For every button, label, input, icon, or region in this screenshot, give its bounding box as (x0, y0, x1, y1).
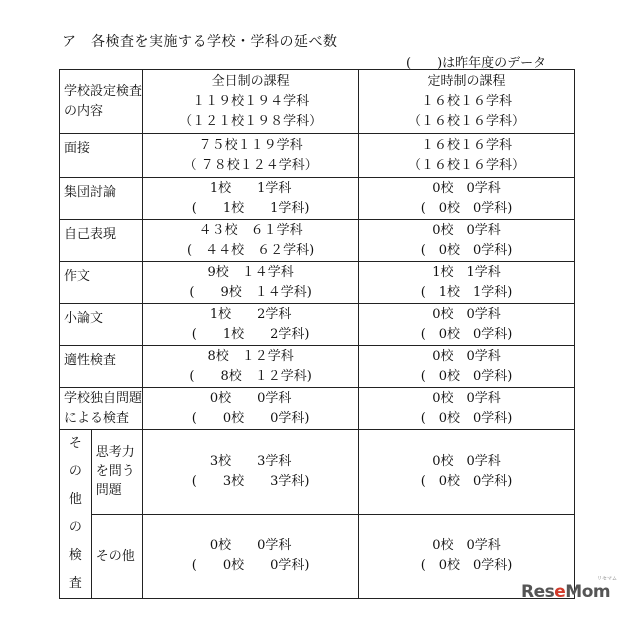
fulltime-cell (143, 262, 359, 304)
fulltime-value: 1校 1学科 (209, 180, 292, 196)
parttime-cell (359, 430, 575, 515)
parttime-value: １６校１６学科 (421, 137, 513, 153)
other-group-label (60, 430, 92, 599)
row-label: 思考力 を問う 問題 (91, 430, 142, 515)
fulltime-prev-value: ( 0校 0学科) (191, 558, 310, 574)
fulltime-prev-value: ( ４４校 ６２学科) (187, 242, 315, 258)
table-row (60, 220, 575, 262)
parttime-prev-value: ( 0校 0学科) (420, 410, 513, 426)
parttime-prev-value: ( 0校 0学科) (420, 242, 513, 258)
fulltime-header: 全日制の課程 (211, 73, 290, 89)
row-label: 集団討論 (60, 178, 143, 220)
parttime-cell (359, 304, 575, 346)
parttime-value: 0校 0学科 (432, 453, 501, 469)
fulltime-value: 3校 3学科 (209, 453, 292, 469)
parttime-value: 0校 0学科 (432, 390, 501, 406)
parttime-value: 0校 0学科 (432, 348, 501, 364)
table-row (60, 304, 575, 346)
parttime-prev-value: ( 0校 0学科) (420, 200, 513, 216)
parttime-prev-value: ( 0校 0学科) (420, 558, 513, 574)
fulltime-value: 9校 １４学科 (207, 264, 294, 280)
row-label: 自己表現 (60, 220, 143, 262)
parttime-cell (359, 388, 575, 430)
fulltime-cell (143, 514, 359, 599)
parttime-value: 1校 1学科 (432, 264, 501, 280)
table-row (60, 430, 575, 515)
fulltime-header-cell (143, 70, 359, 134)
row-label: 小論文 (60, 304, 143, 346)
fulltime-total-prev: （１２１校１９８学科） (179, 113, 323, 129)
parttime-prev-value: （１６校１６学科） (408, 157, 526, 173)
fulltime-prev-value: ( 1校 2学科) (191, 326, 310, 342)
row-label: 面接 (60, 134, 143, 178)
parttime-header-cell (359, 70, 575, 134)
parttime-header: 定時制の課程 (427, 73, 506, 89)
table-header-row (60, 70, 575, 134)
table-row (60, 388, 575, 430)
parttime-value: 0校 0学科 (432, 538, 501, 554)
fulltime-cell (143, 220, 359, 262)
fulltime-cell (143, 304, 359, 346)
fulltime-cell (143, 134, 359, 178)
fulltime-value: ７５校１１９学科 (198, 137, 303, 153)
fulltime-prev-value: ( 0校 0学科) (191, 410, 310, 426)
table-row (60, 134, 575, 178)
inspection-count-table (59, 69, 575, 599)
parttime-value: 0校 0学科 (432, 222, 501, 238)
fulltime-prev-value: ( 8校 １２学科) (189, 368, 312, 384)
row-label: 作文 (60, 262, 143, 304)
parttime-cell (359, 346, 575, 388)
fulltime-value: 8校 １２学科 (207, 348, 294, 364)
parttime-total: １６校１６学科 (421, 93, 513, 109)
parttime-prev-value: ( 0校 0学科) (420, 326, 513, 342)
fulltime-value: 0校 0学科 (209, 390, 292, 406)
parttime-prev-value: ( 0校 0学科) (420, 473, 513, 489)
parttime-prev-value: ( 1校 1学科) (420, 284, 513, 300)
row-label: 学校独自問題 による検査 (60, 388, 143, 430)
parttime-prev-value: ( 0校 0学科) (420, 368, 513, 384)
fulltime-prev-value: ( 3校 3学科) (191, 473, 310, 489)
parttime-cell (359, 220, 575, 262)
resemom-logo (521, 582, 610, 602)
fulltime-value: 1校 2学科 (209, 306, 292, 322)
fulltime-prev-value: ( 1校 1学科) (191, 200, 310, 216)
parttime-cell (359, 134, 575, 178)
logo-text: ReseMom (521, 582, 611, 602)
parttime-cell (359, 178, 575, 220)
section-heading: ア 各検査を実施する学校・学科の延べ数 (62, 34, 338, 50)
header-label: 学校設定検査 の内容 (60, 70, 143, 134)
row-label: 適性検査 (60, 346, 143, 388)
row-label: その他 (91, 514, 142, 599)
table-row (60, 178, 575, 220)
fulltime-cell (143, 178, 359, 220)
table-row (60, 346, 575, 388)
fulltime-total: １１９校１９４学科 (192, 93, 310, 109)
fulltime-value: 0校 0学科 (209, 538, 292, 554)
fulltime-value: ４３校 ６１学科 (198, 222, 303, 238)
logo-kana: リセマム (597, 576, 617, 582)
parttime-total-prev: （１６校１６学科） (408, 113, 526, 129)
fulltime-cell (143, 430, 359, 515)
parttime-cell (359, 262, 575, 304)
previous-year-note: ( )は昨年度のデータ (406, 56, 547, 71)
table-row (60, 262, 575, 304)
parttime-value: 0校 0学科 (432, 180, 501, 196)
parttime-value: 0校 0学科 (432, 306, 501, 322)
fulltime-cell (143, 346, 359, 388)
fulltime-prev-value: ( 9校 １４学科) (189, 284, 312, 300)
fulltime-cell (143, 388, 359, 430)
table-row (60, 514, 575, 599)
other-group-text: そ の 他 の 検 査 (68, 436, 82, 591)
fulltime-prev-value: （ ７８校１２４学科） (183, 157, 318, 173)
